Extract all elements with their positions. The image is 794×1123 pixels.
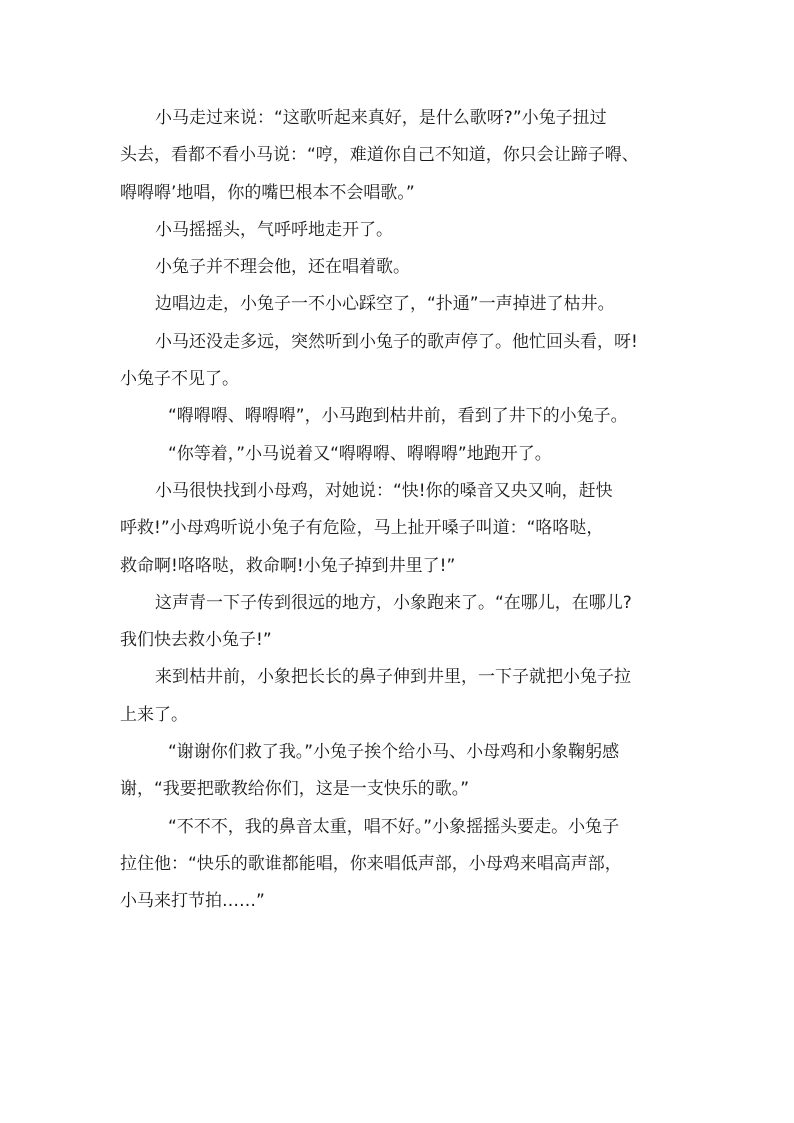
story-text [120, 100, 680, 921]
story-paragraph [120, 809, 680, 921]
paragraph-line: 头去，看都不看小马说：“哼，难道你自己不知道，你只会让蹄子嘚、 [120, 145, 639, 166]
story-paragraph [120, 100, 680, 212]
paragraph-line: 小马走过来说：“这歌听起来真好，是什么歌呀?”小兔子扭过 [155, 108, 607, 128]
paragraph-line: 拉住他：“快乐的歌谁都能唱，你来唱低声部，小母鸡来唱高声部， [120, 853, 622, 874]
story-paragraph [120, 212, 680, 249]
paragraph-line: 我们快去救小兔子!” [120, 630, 272, 651]
paragraph-line: 来到枯井前，小象把长长的鼻子伸到井里，一下子就把小兔子拉 [155, 667, 631, 688]
paragraph-line: 小马还没走多远，突然听到小兔子的歌声停了。他忙回头看，呀! [155, 331, 638, 352]
paragraph-line: 呼救!”小母鸡听说小兔子有危险，马上扯开嗓子叫道：“咯咯哒， [120, 518, 604, 539]
paragraph-line: “嘚嘚嘚、嘚嘚嘚”，小马跑到枯井前，看到了井下的小兔子。 [168, 406, 628, 427]
story-paragraph [120, 473, 680, 585]
paragraph-line: 上来了。 [120, 704, 188, 725]
story-paragraph [120, 734, 680, 809]
story-paragraph [120, 585, 680, 660]
paragraph-line: 小马来打节拍……” [120, 891, 265, 912]
paragraph-line: 边唱边走，小兔子一不小心踩空了，“扑通”一声掉进了枯井。 [155, 294, 615, 315]
paragraph-line: 小马摇摇头，气呼呼地走开了。 [155, 219, 393, 240]
story-paragraph [120, 324, 680, 399]
paragraph-line: 救命啊!咯咯哒，救命啊!小兔子掉到井里了!” [120, 555, 456, 576]
paragraph-line: 小兔子不见了。 [120, 369, 239, 390]
story-paragraph [120, 398, 680, 435]
story-paragraph [120, 436, 680, 473]
paragraph-line: 小兔子并不理会他，还在唱着歌。 [155, 257, 410, 278]
story-paragraph [120, 249, 680, 286]
paragraph-line: “不不不，我的鼻音太重，唱不好。”小象摇摇头要走。小兔子 [168, 816, 620, 837]
paragraph-line: “谢谢你们救了我。”小兔子挨个给小马、小母鸡和小象鞠躬感 [168, 742, 620, 763]
paragraph-line: 小马很快找到小母鸡，对她说：“快!你的嗓音又央又响，赶快 [155, 480, 613, 501]
paragraph-line: 嘚嘚嘚’地唱，你的嘴巴根本不会唱歌。” [120, 182, 415, 203]
story-paragraph [120, 286, 680, 323]
paragraph-line: “你等着，”小马说着又“嘚嘚嘚、嘚嘚嘚”地跑开了。 [168, 443, 552, 464]
story-paragraph [120, 659, 680, 734]
paragraph-line: 这声青一下子传到很远的地方，小象跑来了。“在哪儿，在哪儿? [155, 592, 632, 613]
paragraph-line: 谢，“我要把歌教给你们，这是一支快乐的歌。” [120, 779, 470, 800]
